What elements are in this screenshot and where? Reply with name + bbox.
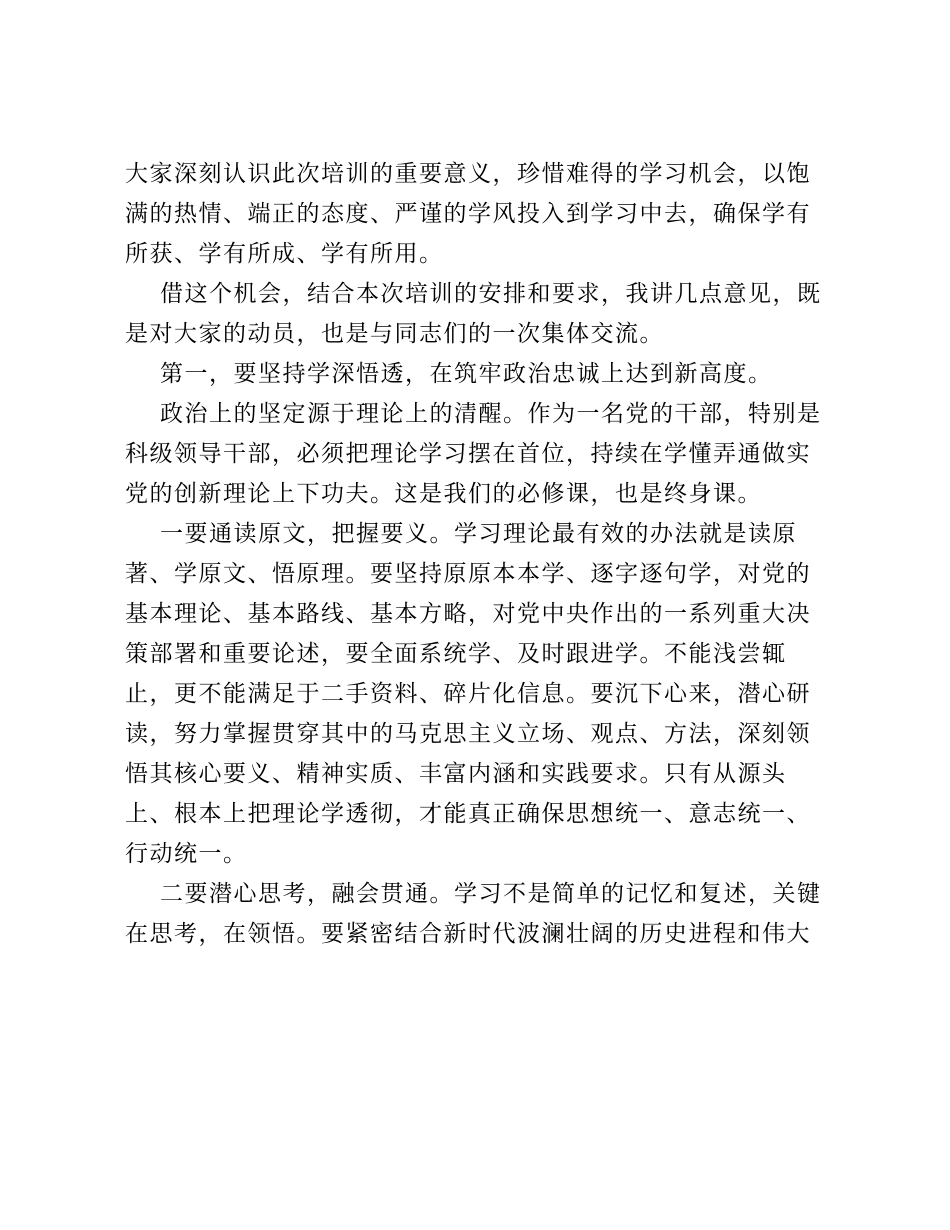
text-line: 著、学原文、悟原理。要坚持原原本本学、逐字逐句学，对党的 (125, 561, 811, 587)
text-line: 是对大家的动员，也是与同志们的一次集体交流。 (125, 321, 664, 347)
text-line: 上、根本上把理论学透彻，才能真正确保思想统一、意志统一、 (125, 801, 811, 827)
text-line: 止，更不能满足于二手资料、碎片化信息。要沉下心来，潜心研 (125, 681, 811, 707)
text-line: 基本理论、基本路线、基本方略，对党中央作出的一系列重大决 (125, 601, 811, 627)
paragraph-start-line: 借这个机会，结合本次培训的安排和要求，我讲几点意见，既 (160, 281, 822, 307)
text-line: 在思考，在领悟。要紧密结合新时代波澜壮阔的历史进程和伟大 (125, 921, 811, 947)
document-body (125, 154, 835, 954)
text-line: 行动统一。 (125, 841, 248, 867)
text-line: 读，努力掌握贯穿其中的马克思主义立场、观点、方法，深刻领 (125, 721, 811, 747)
text-line: 悟其核心要义、精神实质、丰富内涵和实践要求。只有从源头 (125, 761, 787, 787)
paragraph-start-line: 政治上的坚定源于理论上的清醒。作为一名党的干部，特别是 (160, 401, 822, 427)
paragraph-start-line: 二要潜心思考，融会贯通。学习不是简单的记忆和复述，关键 (160, 881, 822, 907)
text-line: 所获、学有所成、学有所用。 (125, 241, 444, 267)
text-line: 满的热情、端正的态度、严谨的学风投入到学习中去，确保学有 (125, 201, 811, 227)
text-line: 党的创新理论上下功夫。这是我们的必修课，也是终身课。 (125, 481, 762, 507)
text-line: 科级领导干部，必须把理论学习摆在首位，持续在学懂弄通做实 (125, 441, 811, 467)
text-line: 策部署和重要论述，要全面系统学、及时跟进学。不能浅尝辄 (125, 641, 787, 667)
section-heading: 第一，要坚持学深悟透，在筑牢政治忠诚上达到新高度。 (160, 361, 773, 387)
text-line: 大家深刻认识此次培训的重要意义，珍惜难得的学习机会，以饱 (125, 161, 811, 187)
paragraph-start-line: 一要通读原文，把握要义。学习理论最有效的办法就是读原 (160, 521, 797, 547)
